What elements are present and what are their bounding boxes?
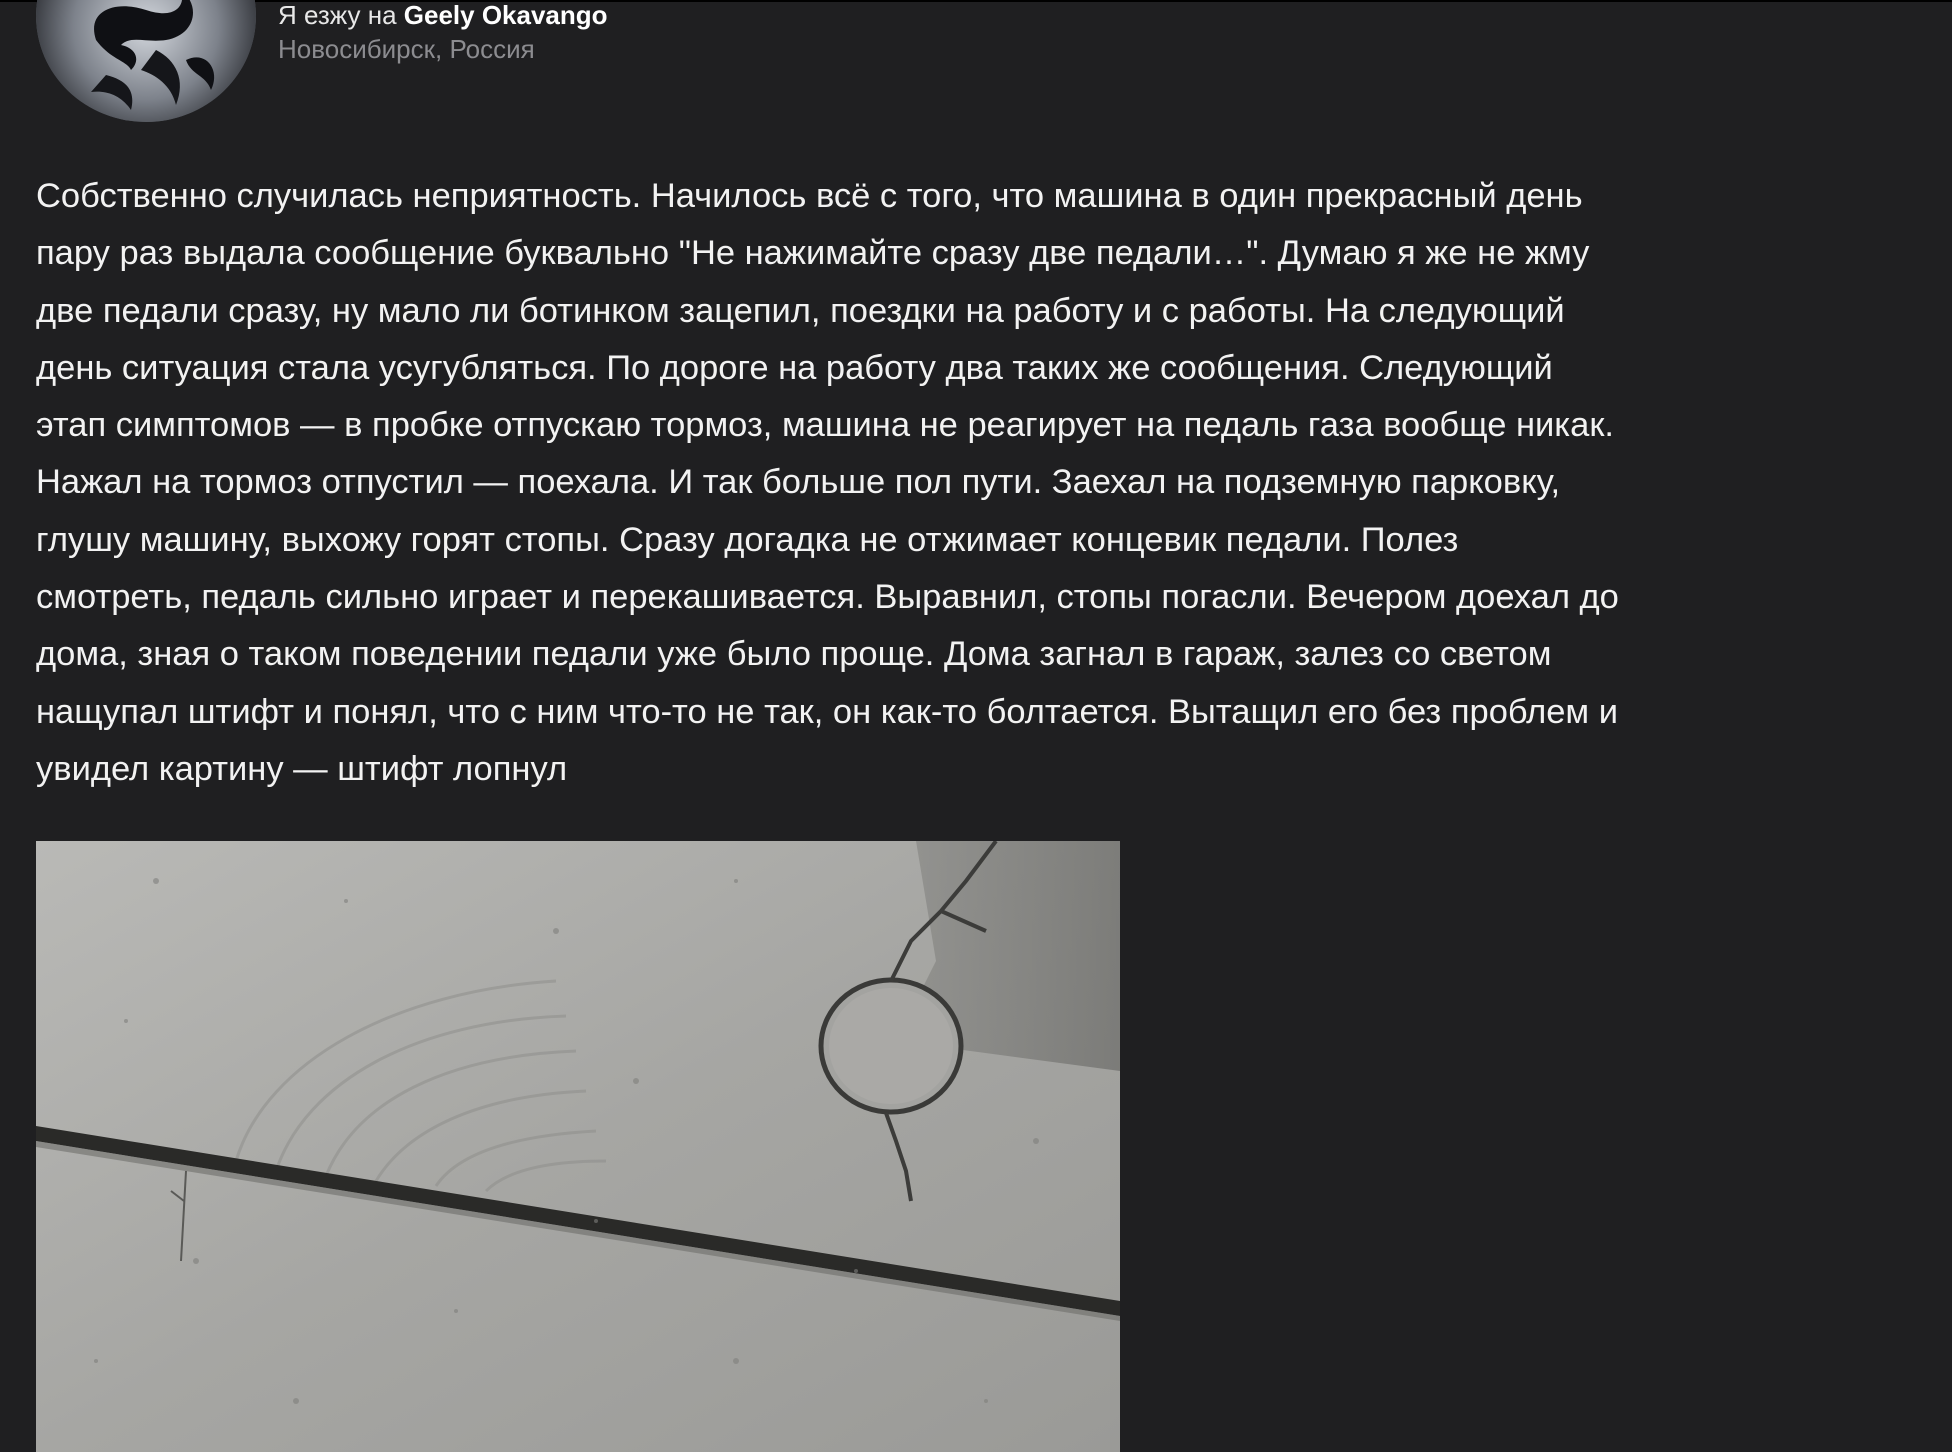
author-location: Новосибирск, Россия — [278, 34, 535, 64]
author-car-line — [278, 0, 608, 30]
dragon-emblem-icon — [36, 0, 256, 122]
post-photo[interactable] — [36, 841, 1120, 1452]
broken-pin-photo-icon — [36, 841, 1120, 1452]
avatar[interactable] — [36, 0, 256, 122]
drives-prefix: Я езжу на — [278, 0, 397, 30]
post-body-text: Собственно случилась неприятность. Начилось всё с того, что машина в один прекрасный день пару раз выдала сообщение буквально "Не нажимайте сразу две педали…". Думаю я же не жму две педали сразу, ну мало ли ботинком зацепил, поездки на работу и с работы. На следующий день ситуация стала усугубляться. По дороге на работу два таких же сообщения. Следующий этап симптомов — в пробке отпускаю тормоз, машина не реагирует на педаль газа вообще никак. Нажал на тормоз отпустил — поехала. И так больше пол пути. Заехал на подземную парковку, глушу машину, выхожу горят стопы. Сразу догадка не отжимает концевик педали. Полез смотреть, педаль сильно играет и перекашивается. Выравнил, стопы погасли. Вечером доехал до дома, зная о таком поведении педали уже было проще. Дома загнал в гараж, залез со светом нащупал штифт и понял, что с ним что-то не так, он как-то болтается. Вытащил его без проблем и увидел картину — штифт лопнул — [36, 177, 1619, 788]
car-link[interactable]: Geely Okavango — [403, 0, 608, 30]
post-author-header — [36, 0, 1236, 130]
